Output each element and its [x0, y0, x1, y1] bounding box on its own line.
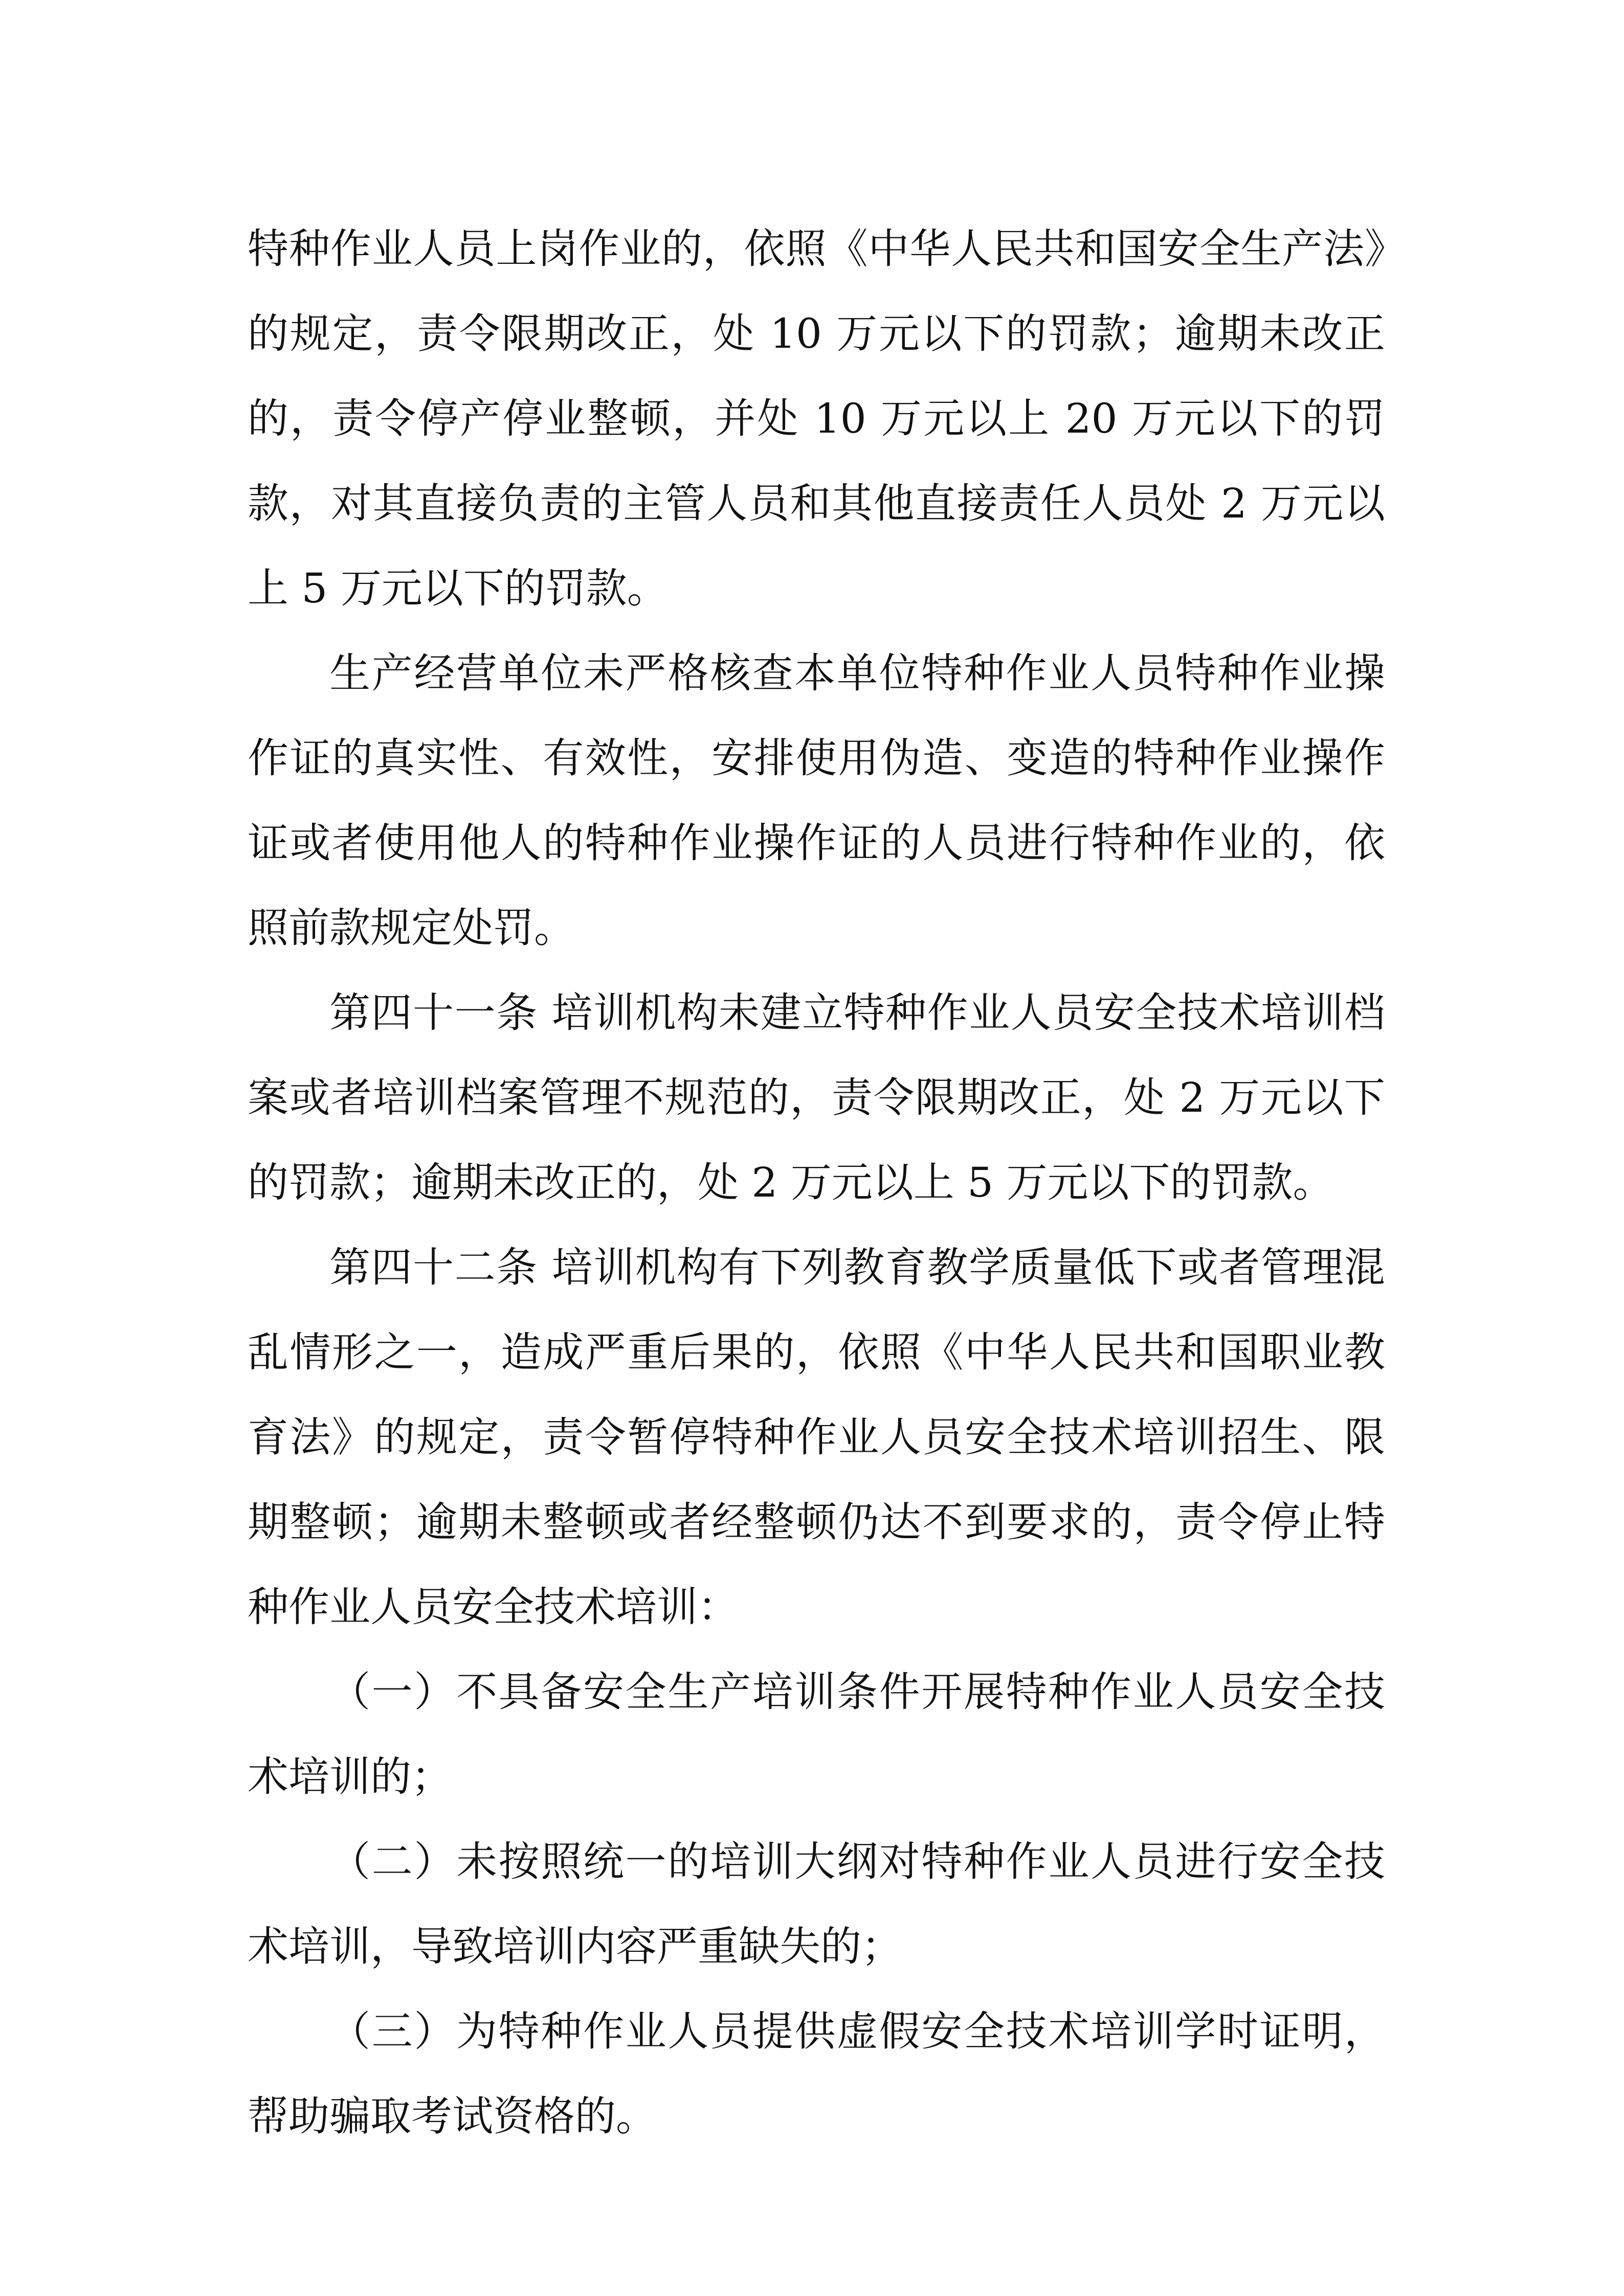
- list-item-3: （三）为特种作业人员提供虚假安全技术培训学时证明，帮助骗取考试资格的。: [248, 2008, 1385, 2140]
- list-item-2: （二）未按照统一的培训大纲对特种作业人员进行安全技术培训，导致培训内容严重缺失的；: [248, 1838, 1385, 1970]
- list-item-1: （一）不具备安全生产培训条件开展特种作业人员安全技术培训的；: [248, 1668, 1385, 1800]
- paragraph-verification-penalty: 生产经营单位未严格核查本单位特种作业人员特种作业操作证的真实性、有效性，安排使用伪造、变造的特种作业操作证或者使用他人的特种作业操作证的人员进行特种作业的，依照前款规定处罚。: [248, 649, 1385, 952]
- paragraph-continuation: 特种作业人员上岗作业的，依照《中华人民共和国安全生产法》的规定，责令限期改正，处 10 万元以下的罚款；逾期未改正的，责令停产停业整顿，并处 10 万元以上 20 万元以下的罚款，对其直接负责的主管人员和其他直接责任人员处 2 万元以上 5 万元以下的罚款。: [248, 225, 1385, 612]
- paragraph-article-42: 第四十二条 培训机构有下列教育教学质量低下或者管理混乱情形之一，造成严重后果的，依照《中华人民共和国职业教育法》的规定，责令暂停特种作业人员安全技术培训招生、限期整顿；逾期未整顿或者经整顿仍达不到要求的，责令停止特种作业人员安全技术培训：: [248, 1244, 1385, 1631]
- paragraph-article-41: 第四十一条 培训机构未建立特种作业人员安全技术培训档案或者培训档案管理不规范的，责令限期改正，处 2 万元以下的罚款；逾期未改正的，处 2 万元以上 5 万元以下的罚款。: [248, 989, 1385, 1206]
- document-body: [248, 207, 1385, 2159]
